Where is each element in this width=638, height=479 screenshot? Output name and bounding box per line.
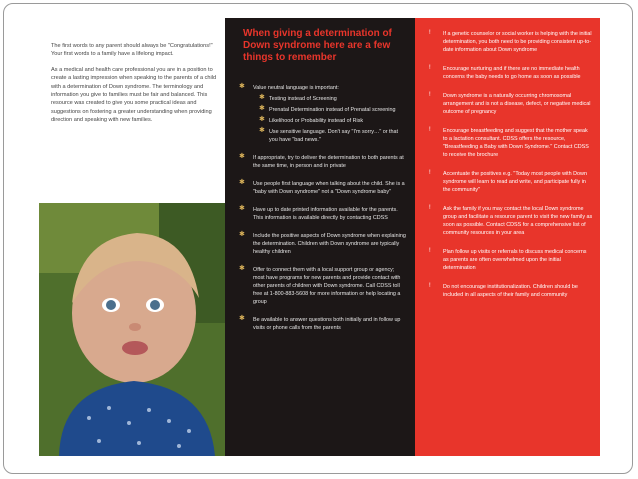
tip-text: Value neutral language is important:: [253, 85, 339, 91]
star-bullet-icon: ✱: [239, 179, 245, 186]
sub-tip-text: Likelihood or Probability instead of Risk: [269, 118, 364, 124]
star-bullet-icon: ✱: [259, 127, 265, 134]
exclamation-bullet-icon: !: [429, 170, 431, 176]
star-bullet-icon: ✱: [239, 153, 245, 160]
star-bullet-icon: ✱: [259, 105, 265, 112]
star-bullet-icon: ✱: [239, 83, 245, 90]
exclamation-bullet-icon: !: [429, 30, 431, 36]
exclamation-bullet-icon: !: [429, 127, 431, 133]
sub-tip-text: Use sensitive language. Don't say "I'm sorry…" or that you have "bad news.": [269, 129, 399, 143]
tip-text: Use people first language when talking about the child. She is a "baby with Down syndrome" not a "Down syndrome baby": [253, 181, 405, 195]
exclamation-bullet-icon: !: [429, 205, 431, 211]
exclamation-bullet-icon: !: [429, 248, 431, 254]
sub-tip-item: [253, 95, 407, 103]
star-bullet-icon: ✱: [259, 116, 265, 123]
guidance-item: [429, 65, 593, 81]
exclamation-bullet-icon: !: [429, 65, 431, 71]
guidance-item: [429, 248, 593, 272]
tip-item: [239, 84, 407, 144]
guidance-panel: [415, 18, 600, 456]
guidance-text: Accentuate the positives e.g. "Today most people with Down syndrome will learn to read and write, and participate fully in the community": [443, 171, 587, 193]
tips-panel: [225, 18, 415, 456]
guidance-text: Do not encourage institutionalization. Children should be included in all aspects of their family and community: [443, 284, 578, 298]
star-bullet-icon: ✱: [239, 205, 245, 212]
guidance-item: [429, 170, 593, 194]
sub-tip-text: Prenatal Determination instead of Prenatal screening: [269, 107, 396, 113]
guidance-text: Encourage nurturing and if there are no immediate health concerns the baby needs to go home as soon as possible: [443, 66, 581, 80]
guidance-text: If a genetic counselor or social worker is helping with the initial determination, you both need to be providing consistent up-to-date information about Down syndrome: [443, 31, 592, 53]
baby-photo: [39, 203, 225, 456]
tip-item: [239, 232, 407, 256]
intro-panel: [39, 18, 225, 456]
star-bullet-icon: ✱: [259, 94, 265, 101]
star-bullet-icon: ✱: [239, 315, 245, 322]
tips-list: [239, 84, 407, 342]
intro-paragraph-2: As a medical and health care professional you are in a position to create a lasting impression when speaking to the parents of a child with a determination of Down syndrome. The terminology and information you give to families must be fair and balanced. This resource was created to give you some practical ideas and suggestions on fostering a greater understanding when providing direction and speaking with new families.: [51, 66, 217, 124]
sub-tip-item: [253, 117, 407, 125]
guidance-item: [429, 283, 593, 299]
guidance-text: Encourage breastfeeding and suggest that the mother speak to a lactation consultant. CDSS offers the resource, "Breastfeeding a Baby with Down Syndrome." Contact CDSS to receive the brochure: [443, 128, 589, 158]
sub-tip-text: Testing instead of Screening: [269, 96, 337, 102]
guidance-text: Ask the family if you may contact the local Down syndrome group and facilitate a resource parent to visit the new family as soon as possible. Contact CDSS for a comprehensive list of community resources in your area: [443, 206, 593, 236]
intro-paragraph-1: The first words to any parent should always be "Congratulations!" Your first words to a family have a lifelong impact.: [51, 43, 213, 58]
tip-item: [239, 316, 407, 332]
star-bullet-icon: ✱: [239, 231, 245, 238]
guidance-list: [429, 30, 593, 310]
intro-text: [51, 42, 219, 132]
guidance-item: [429, 92, 593, 116]
tip-text: If appropriate, try to deliver the determination to both parents at the same time, in person and in private: [253, 155, 404, 169]
tip-text: Be available to answer questions both initially and in follow up visits or phone calls from the parents: [253, 317, 401, 331]
tip-text: Have up to date printed information available for the parents. This information is available directly by contacting CDSS: [253, 207, 398, 221]
tip-text: Offer to connect them with a local support group or agency; most have programs for new parents and provide contact with other parents of children with Down syndrome. Call CDSS toll free at 1-800-883-5608 for more information or help locating a group: [253, 267, 401, 305]
tip-text: Include the positive aspects of Down syndrome when explaining the determination. Children with Down syndrome are typically healthy children: [253, 233, 406, 255]
guidance-item: [429, 30, 593, 54]
sub-tip-item: [253, 106, 407, 114]
tip-item: [239, 266, 407, 306]
guidance-text: Down syndrome is a naturally occurring chromosomal arrangement and is not a disease, defect, or negative medical outcome of pregnancy: [443, 93, 591, 115]
guidance-item: [429, 127, 593, 159]
exclamation-bullet-icon: !: [429, 283, 431, 289]
tip-item: [239, 154, 407, 170]
sub-tip-item: [253, 128, 407, 144]
star-bullet-icon: ✱: [239, 265, 245, 272]
exclamation-bullet-icon: !: [429, 92, 431, 98]
tips-title: When giving a determination of Down syndrome here are a few things to remember: [243, 28, 392, 63]
guidance-text: Plan follow up visits or referrals to discuss medical concerns as parents are often overwhelmed upon the initial determination: [443, 249, 587, 271]
tip-item: [239, 206, 407, 222]
tip-item: [239, 180, 407, 196]
guidance-item: [429, 205, 593, 237]
